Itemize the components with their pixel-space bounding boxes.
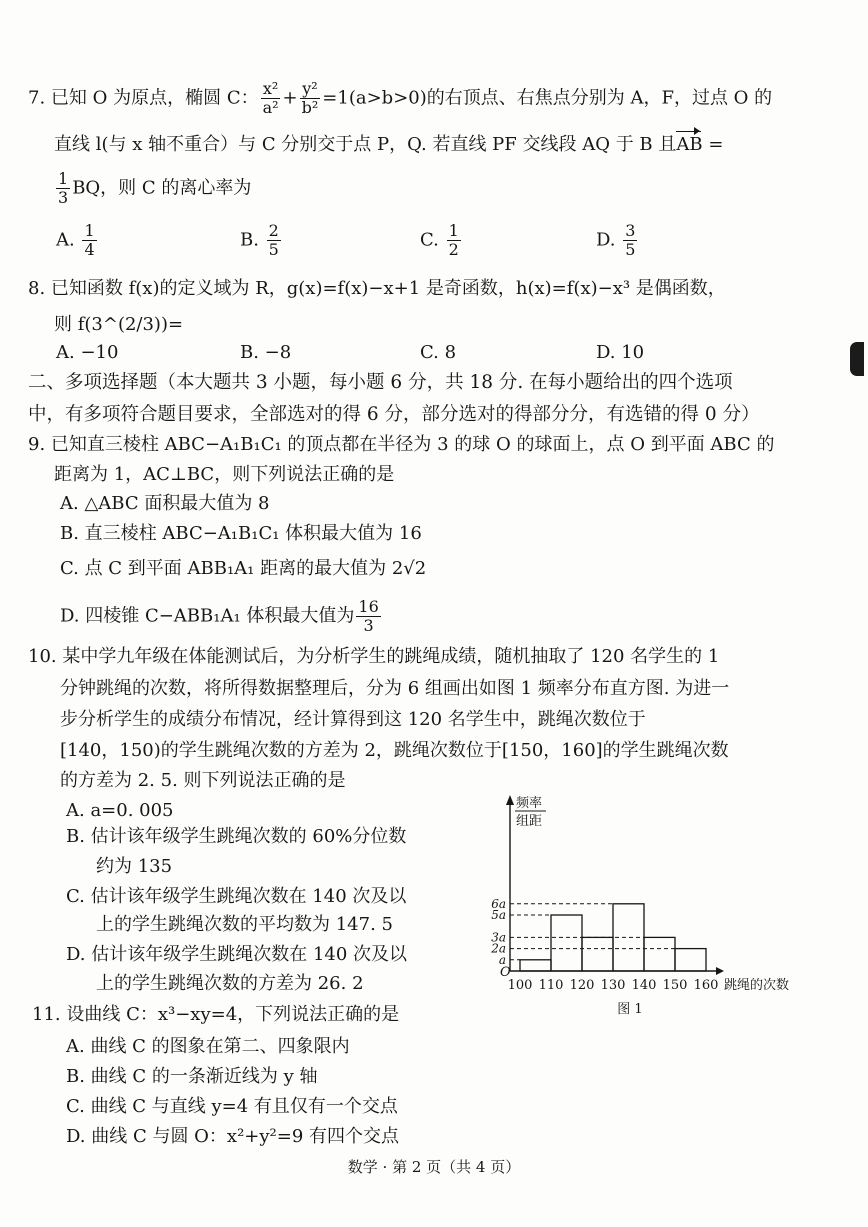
q7-line3 <box>54 170 251 207</box>
y-tick-label: 3a <box>491 930 506 945</box>
frac-den: 5 <box>268 240 279 259</box>
frac-den: 2 <box>448 240 459 259</box>
q9-line1: 9. 已知直三棱柱 ABC−A₁B₁C₁ 的顶点都在半径为 3 的球 O 的球面上，点 O 到平面 ABC 的 <box>28 434 775 455</box>
equals-sign: = <box>702 134 724 155</box>
section2-line2: 中，有多项符合题目要求，全部选对的得 6 分，部分选对的得部分分，有选错的得 0 分） <box>28 404 760 425</box>
q8-line1: 8. 已知函数 f(x)的定义域为 R，g(x)=f(x)−x+1 是奇函数，h(x)=f(x)−x³ 是偶函数， <box>28 278 726 299</box>
option-fraction <box>82 222 96 259</box>
frac-den: 5 <box>625 240 636 259</box>
frac-num: 3 <box>625 221 636 240</box>
q10-line2: 分钟跳绳的次数，将所得数据整理后，分为 6 组画出如图 1 频率分布直方图. 为进一 <box>60 678 730 699</box>
frac-den: 3 <box>58 188 69 207</box>
x-tick-label: 150 <box>662 978 688 993</box>
frac-den: a² <box>262 98 279 117</box>
frac-den: b² <box>301 98 319 117</box>
page-footer: 数学 · 第 2 页（共 4 页） <box>347 1158 521 1176</box>
q10-option-c2: 上的学生跳绳次数的平均数为 147. 5 <box>96 914 393 935</box>
section2-line1: 二、多项选择题（本大题共 3 小题，每小题 6 分，共 18 分. 在每小题给出的四个选项 <box>28 372 733 393</box>
q7-line1-start: 7. 已知 O 为原点，椭圆 C： <box>28 87 259 109</box>
histogram-bar <box>551 915 582 971</box>
q9-option-c: C. 点 C 到平面 ABB₁A₁ 距离的最大值为 2√2 <box>60 558 427 579</box>
histogram-bar <box>675 949 706 971</box>
q7-option-c <box>420 222 463 259</box>
option-label: D. <box>596 229 622 251</box>
x-tick-label: 160 <box>693 978 719 993</box>
y-tick-label: a <box>498 952 506 967</box>
x2-over-a2 <box>261 80 281 117</box>
y-axis-arrow <box>506 795 514 805</box>
q9-option-b: B. 直三棱柱 ABC−A₁B₁C₁ 体积最大值为 16 <box>60 523 422 544</box>
frac-den: 4 <box>84 240 95 259</box>
q9-line2: 距离为 1，AC⊥BC，则下列说法正确的是 <box>54 464 395 485</box>
y2-over-b2 <box>300 80 321 117</box>
origin-label: O <box>500 965 511 980</box>
x-tick-label: 110 <box>538 978 564 993</box>
vector-ab: AB <box>676 134 703 155</box>
q10-line4: [140，150)的学生跳绳次数的方差为 2，跳绳次数位于[150，160]的学生跳绳次数 <box>60 740 729 761</box>
q10-option-b2: 约为 135 <box>96 856 173 877</box>
q7-line2-text: 直线 l(与 x 轴不重合）与 C 分别交于点 P，Q. 若直线 PF 交线段 AQ 于 B 且 <box>54 134 677 155</box>
q8-line2: 则 f(3^(2/3))= <box>54 314 184 335</box>
frac-den: 3 <box>363 616 374 635</box>
x-tick-label: 140 <box>631 978 657 993</box>
histogram-bar <box>644 937 675 971</box>
q10-option-c1: C. 估计该年级学生跳绳次数在 140 次及以 <box>66 886 407 907</box>
frequency-histogram <box>466 785 806 1020</box>
figure-caption: 图 1 <box>617 1002 643 1017</box>
frac-num: y² <box>302 79 318 98</box>
ylabel-top: 频率 <box>516 796 543 811</box>
option-fraction <box>267 222 281 259</box>
q11-option-c: C. 曲线 C 与直线 y=4 有且仅有一个交点 <box>66 1096 398 1117</box>
q8-option-c: C. 8 <box>420 342 457 363</box>
q9-option-d-text: D. 四棱锥 C−ABB₁A₁ 体积最大值为 <box>60 605 355 627</box>
y-tick-label: 5a <box>491 908 506 922</box>
frac-num: 1 <box>58 169 69 188</box>
frac-num: 16 <box>358 597 379 616</box>
one-third <box>56 170 70 207</box>
x-axis-title: 跳绳的次数 <box>724 978 790 993</box>
q7-line3-text: BQ，则 C 的离心率为 <box>72 177 252 199</box>
q7-option-b <box>240 222 283 259</box>
q7-option-d <box>596 222 639 259</box>
x-axis-arrow <box>716 967 724 975</box>
x-tick-label: 100 <box>507 978 533 993</box>
frac-num: 1 <box>448 221 459 240</box>
histogram-bar <box>582 937 613 971</box>
y-tick-label: 6a <box>491 896 506 911</box>
q10-option-d2: 上的学生跳绳次数的方差为 26. 2 <box>96 973 364 994</box>
ylabel-bottom: 组距 <box>516 814 543 829</box>
q10-option-b1: B. 估计该年级学生跳绳次数的 60%分位数 <box>66 826 407 847</box>
q11-option-d: D. 曲线 C 与圆 O：x²+y²=9 有四个交点 <box>66 1126 400 1147</box>
frac-num: 2 <box>268 221 279 240</box>
q11-option-b: B. 曲线 C 的一条渐近线为 y 轴 <box>66 1066 318 1087</box>
option-fraction <box>447 222 461 259</box>
y-tick-label: 2a <box>491 941 506 956</box>
q9-option-a: A. △ABC 面积最大值为 8 <box>60 493 270 514</box>
x-tick-label: 130 <box>600 978 626 993</box>
q7-option-a <box>56 222 99 259</box>
option-label: B. <box>240 229 265 251</box>
q11-line1: 11. 设曲线 C：x³−xy=4，下列说法正确的是 <box>32 1004 400 1025</box>
q8-option-d: D. 10 <box>596 342 645 363</box>
q10-line5: 的方差为 2. 5. 则下列说法正确的是 <box>60 770 346 791</box>
frac-num: x² <box>262 79 279 98</box>
q11-option-a: A. 曲线 C 的图象在第二、四象限内 <box>66 1036 350 1057</box>
q10-line3: 步分析学生的成绩分布情况，经计算得到这 120 名学生中，跳绳次数位于 <box>60 709 646 730</box>
q10-line1: 10. 某中学九年级在体能测试后，为分析学生的跳绳成绩，随机抽取了 120 名学生的 1 <box>28 646 720 667</box>
option-fraction <box>623 222 637 259</box>
sixteen-thirds <box>356 598 380 635</box>
option-label: C. <box>420 229 445 251</box>
q7-line1 <box>28 80 772 117</box>
x-tick-label: 120 <box>569 978 595 993</box>
histogram-bar <box>520 960 551 971</box>
q7-line2 <box>54 134 723 156</box>
q8-option-b: B. −8 <box>240 342 292 363</box>
option-label: A. <box>56 229 81 251</box>
frac-num: 1 <box>84 221 95 240</box>
plus-sign: + <box>282 87 298 109</box>
page-edge-tab <box>850 342 864 376</box>
q7-line1-end: =1(a>b>0)的右顶点、右焦点分别为 A，F，过点 O 的 <box>322 87 773 109</box>
q10-option-d1: D. 估计该年级学生跳绳次数在 140 次及以 <box>66 944 408 965</box>
q9-option-d <box>60 598 383 635</box>
q8-option-a: A. −10 <box>56 342 119 363</box>
q10-option-a: A. a=0. 005 <box>66 800 174 821</box>
